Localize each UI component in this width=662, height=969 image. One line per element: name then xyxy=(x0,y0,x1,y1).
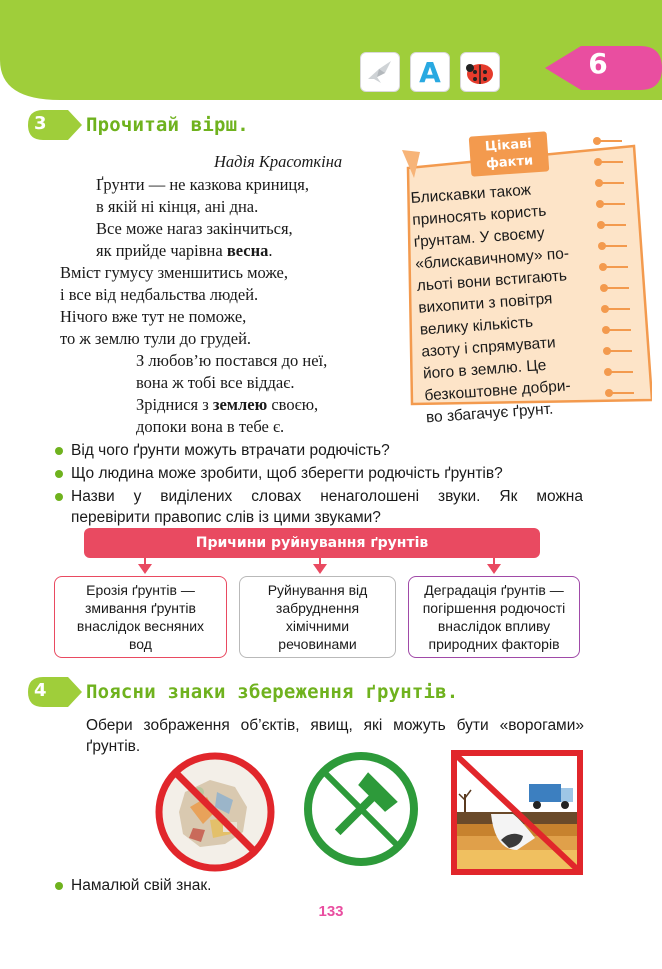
spiral-ring xyxy=(603,287,629,289)
poem-line: Нічого вже тут не поможе, xyxy=(60,307,247,326)
task-4-instruction-continued: ґрунтів. xyxy=(86,738,141,755)
question-item-continued: перевірити правопис слів із цими звуками? xyxy=(71,509,381,526)
poem-author: Надія Красоткіна xyxy=(214,152,343,171)
chapter-number: 6 xyxy=(588,47,608,80)
no-axe-sign[interactable] xyxy=(302,750,420,868)
arrow-down-icon xyxy=(313,564,327,574)
highlighted-word: весна xyxy=(226,241,269,260)
question-item: Від чого ґрунти можуть втрачати родючість? xyxy=(71,442,390,459)
poem-line: то ж землю тули до грудей. xyxy=(60,329,252,348)
spiral-ring xyxy=(597,161,623,163)
question-item: Назви у виділених словах ненаголошені звуки. Як можна xyxy=(71,488,583,505)
question-item: Що людина може зробити, щоб зберегти родючість ґрунтів? xyxy=(71,465,503,482)
poem-line: як прийде чарівна весна. xyxy=(96,241,273,260)
spiral-ring xyxy=(598,182,624,184)
bullet-icon xyxy=(55,882,63,890)
spiral-ring xyxy=(600,224,626,226)
causes-header: Причини руйнування ґрунтів xyxy=(84,528,540,558)
bullet-icon xyxy=(55,493,63,501)
spiral-ring xyxy=(602,266,628,268)
bullet-icon xyxy=(55,447,63,455)
spiral-ring xyxy=(605,329,631,331)
poem-line: Ґрунти — не казкова криниця, xyxy=(96,175,309,194)
bullet-icon xyxy=(55,470,63,478)
cause-degradation: Деградація ґрунтів — погіршення родючості внаслідок впливу природних факторів xyxy=(408,576,580,658)
facts-label: Цікаві факти xyxy=(469,131,550,176)
poem-line: Все може наraз закінчиться, xyxy=(96,219,293,238)
poem-line: вона ж тобі все віддає. xyxy=(136,373,295,392)
arrow-down-icon xyxy=(138,564,152,574)
draw-sign-prompt: Намалюй свій знак. xyxy=(71,877,212,894)
spiral-ring xyxy=(607,371,633,373)
arrow-down-icon xyxy=(487,564,501,574)
bird-icon xyxy=(360,52,400,92)
no-dumping-truck-sign[interactable] xyxy=(451,750,583,875)
task-4-number: 4 xyxy=(34,680,47,701)
cause-pollution: Руйнування від забруднення хімічними речовинами xyxy=(239,576,396,658)
poem-line: допоки вона в тебе є. xyxy=(136,417,285,436)
cause-erosion: Ерозія ґрунтів — змивання ґрунтів внаслідок весняних вод xyxy=(54,576,227,658)
poem-line: Зріднися з землею своєю, xyxy=(136,395,319,414)
poem-line: і все від недбальства людей. xyxy=(60,285,259,304)
spiral-ring xyxy=(596,140,622,142)
poem-line: Вміст гумусу зменшитись може, xyxy=(60,263,289,282)
poem-line: З любов’ю постався до неї, xyxy=(136,351,328,370)
spiral-ring xyxy=(599,203,625,205)
spiral-ring xyxy=(604,308,630,310)
task-4-title: Поясни знаки збереження ґрунтів. xyxy=(86,681,459,703)
task-3-number: 3 xyxy=(34,113,47,134)
poem-line: в якій ні кінця, ані дна. xyxy=(96,197,259,216)
page-number: 133 xyxy=(318,903,344,920)
spiral-ring xyxy=(606,350,632,352)
task-4-instruction: Обери зображення об’єктів, явищ, які можуть бути «ворогами» xyxy=(86,717,584,734)
ladybug-icon xyxy=(460,52,500,92)
spiral-ring xyxy=(601,245,627,247)
facts-text: Блискавки також приносять користь ґрунтам. У своєму «блискавичному» по- льоті вони встигають вихопити з повітря велику кількість азоту і спрямувати його в землю. Це безкоштовне добри- во збагачує ґрунт. xyxy=(410,181,572,427)
task-3-title: Прочитай вірш. xyxy=(86,114,249,136)
spiral-ring xyxy=(608,392,634,394)
garbage-prohibited-sign[interactable] xyxy=(155,752,275,872)
highlighted-word: землею xyxy=(212,395,268,414)
letter-a-icon: A xyxy=(410,52,450,92)
